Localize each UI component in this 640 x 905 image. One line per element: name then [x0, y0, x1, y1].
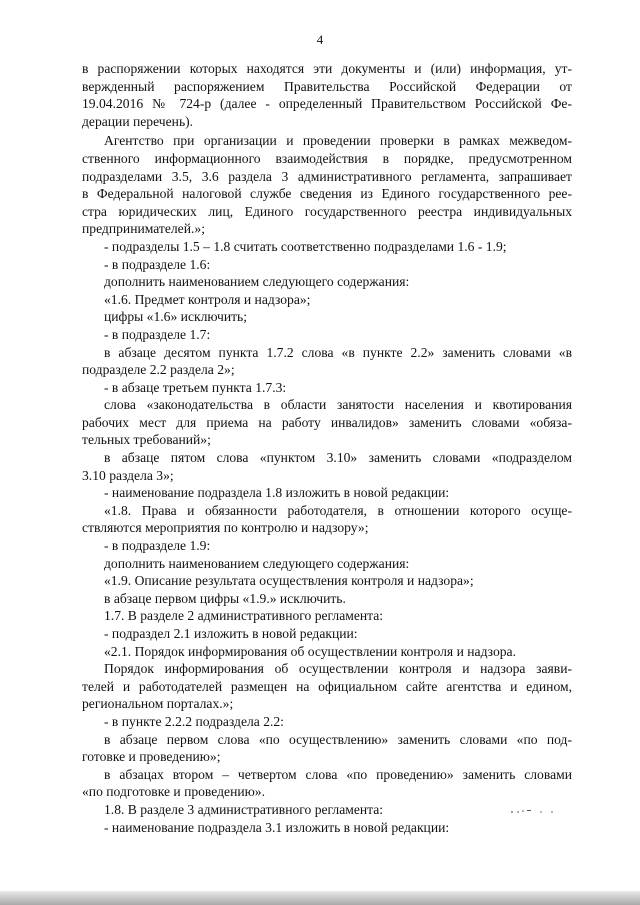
text-line: - подраздел 2.1 изложить в новой редакции:	[104, 626, 358, 641]
text-line: 1.8. В разделе 3 административного регламента:	[104, 801, 384, 817]
scan-specks	[508, 806, 560, 819]
text-line: дополнить наименованием следующего содержания:	[104, 555, 410, 571]
text-line: региональном порталах.»;	[82, 696, 234, 712]
text-line: дерации перечень).	[82, 113, 194, 129]
text-line: в абзаце первом слова «по осуществлению» заменить словами «по под-	[104, 731, 572, 747]
text-line: вержденный распоряжением Правительства Российской Федерации от	[82, 78, 572, 94]
text-line: подразделе 2.2 раздела 2»;	[82, 362, 235, 378]
text-line: в абзаце первом цифры «1.9.» исключить.	[104, 590, 346, 606]
text-line: ственного информационного взаимодействия в порядке, предусмотренном	[82, 150, 572, 166]
text-line: - в абзаце третьем пункта 1.7.3:	[104, 379, 287, 395]
scan-bottom-edge	[0, 891, 640, 905]
text-line: стра юридических лиц, Единого государственного реестра индивидуальных	[82, 203, 572, 219]
text-line: готовке и проведению»;	[82, 749, 221, 765]
text-line: «по подготовке и проведению».	[82, 784, 265, 800]
text-line: в распоряжении которых находятся эти документы и (или) информация, ут-	[82, 61, 572, 76]
text-line: предпринимателей.»;	[82, 221, 205, 237]
text-line: тельных требований»;	[82, 432, 211, 448]
text-line: Агентство при организации и проведении проверки в рамках межведом-	[104, 133, 572, 149]
text-line: «1.9. Описание результата осуществления контроля и надзора»;	[104, 573, 474, 589]
text-line: рабочих мест для приема на работу инвалидов» заменить словами «обяза-	[82, 414, 572, 430]
text-line: - наименование подраздела 3.1 изложить в новой редакции:	[104, 819, 450, 835]
scan-noise-icon	[508, 806, 560, 816]
text-line: подразделами 3.5, 3.6 раздела 3 административного регламента, запрашивает	[82, 168, 572, 184]
text-line: в абзаце пятом слова «пунктом 3.10» заменить словами «подразделом	[104, 450, 572, 466]
text-line: слова «законодательства в области занятости населения и квотирования	[104, 397, 572, 413]
text-line: Порядок информирования об осуществлении контроля и надзора заяви-	[104, 661, 572, 677]
text-line: - в подразделе 1.7:	[104, 326, 211, 342]
text-line: 19.04.2016 № 724-р (далее - определенный Правительством Российской Фе-	[82, 96, 572, 112]
text-line: - в подразделе 1.6:	[104, 256, 211, 272]
page-number: 4	[316, 32, 324, 47]
text-line: «1.6. Предмет контроля и надзора»;	[104, 291, 311, 307]
text-line: цифры «1.6» исключить;	[104, 309, 248, 325]
text-line: 3.10 раздела 3»;	[82, 467, 174, 483]
text-line: дополнить наименованием следующего содержания:	[104, 274, 410, 290]
text-line: - в пункте 2.2.2 подраздела 2.2:	[104, 713, 284, 729]
text-line: в абзацах втором – четвертом слова «по проведению» заменить словами	[104, 766, 572, 782]
text-line: - подразделы 1.5 – 1.8 считать соответственно подразделами 1.6 - 1.9;	[104, 238, 507, 254]
text-line: - наименование подраздела 1.8 изложить в новой редакции:	[104, 485, 450, 501]
document-body	[82, 60, 572, 836]
text-line: - в подразделе 1.9:	[104, 538, 211, 554]
text-line: «2.1. Порядок информирования об осуществлении контроля и надзора.	[104, 643, 516, 659]
text-line: телей и работодателей размещен на официальном сайте агентства и едином,	[82, 678, 572, 694]
text-line: в Федеральной налоговой службе сведения из Единого государственного рее-	[82, 186, 572, 202]
text-line: в абзаце десятом пункта 1.7.2 слова «в пункте 2.2» заменить словами «в	[104, 344, 572, 360]
text-line: 1.7. В разделе 2 административного регламента:	[104, 608, 384, 624]
text-line: ствляются мероприятия по контролю и надзору»;	[82, 520, 369, 536]
text-line: «1.8. Права и обязанности работодателя, в отношении которого осуще-	[104, 502, 572, 518]
